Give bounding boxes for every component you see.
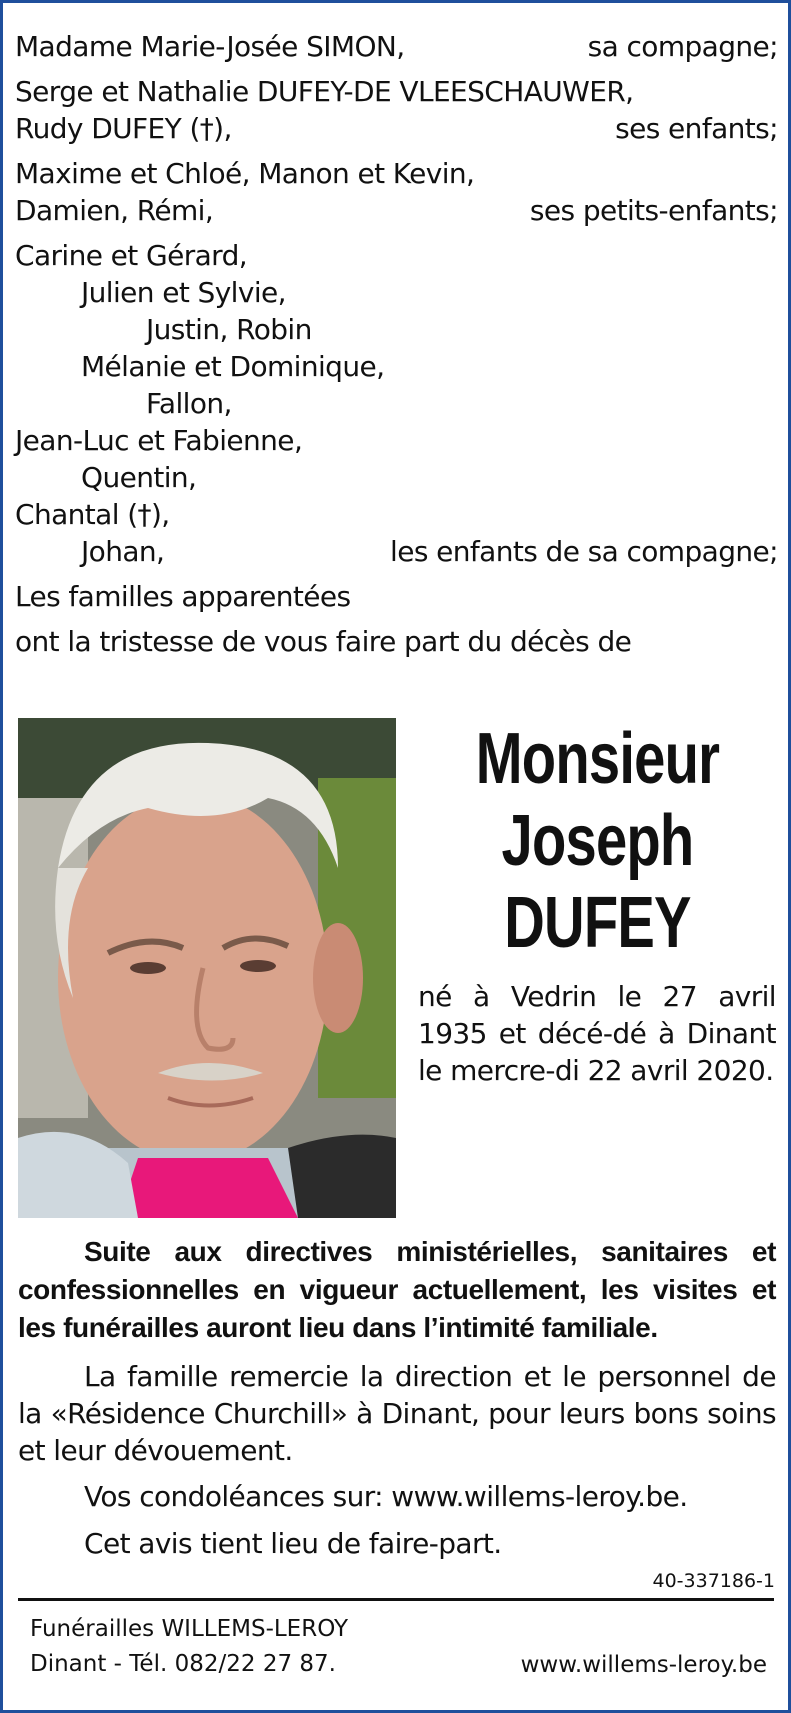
family-name: Madame Marie-Josée SIMON, <box>15 30 405 63</box>
family-relation: ses enfants; <box>615 112 778 145</box>
portrait-photo <box>18 718 396 1218</box>
family-line: Mélanie et Dominique, <box>81 350 385 383</box>
family-line <box>15 533 778 570</box>
family-line <box>15 192 778 229</box>
family-line <box>15 110 778 147</box>
footer-company: Funérailles WILLEMS-LEROY <box>30 1616 349 1642</box>
deceased-last-name: DUFEY <box>504 883 691 963</box>
footer-divider <box>18 1598 774 1601</box>
family-line: Chantal (†), <box>15 498 170 531</box>
family-line: Fallon, <box>146 387 232 420</box>
family-relation: les enfants de sa compagne; <box>390 535 778 568</box>
footer-website[interactable]: www.willems-leroy.be <box>520 1652 767 1678</box>
footer-phone: Dinant - Tél. 082/22 27 87. <box>30 1651 336 1677</box>
deceased-title: Monsieur <box>475 719 720 799</box>
avis-line: Cet avis tient lieu de faire-part. <box>84 1527 502 1560</box>
family-list <box>15 28 778 660</box>
family-name: Johan, <box>81 535 165 568</box>
family-line: Jean-Luc et Fabienne, <box>15 424 303 457</box>
announcement-line: ont la tristesse de vous faire part du décès de <box>15 625 632 658</box>
family-line <box>15 28 778 65</box>
family-line: Les familles apparentées <box>15 580 351 613</box>
family-line: Carine et Gérard, <box>15 239 248 272</box>
family-line: Justin, Robin <box>146 313 312 346</box>
birth-death-info: né à Vedrin le 27 avril 1935 et décé-dé à Dinant le mercre-di 22 avril 2020. <box>418 980 776 1087</box>
family-line: Quentin, <box>81 461 197 494</box>
family-line: Serge et Nathalie DUFEY-DE VLEESCHAUWER, <box>15 75 634 108</box>
family-relation: sa compagne; <box>587 30 778 63</box>
footer-company-info <box>30 1612 348 1682</box>
deceased-first-name: Joseph <box>501 801 694 881</box>
reference-number: 40-337186-1 <box>652 1570 775 1592</box>
condolences-line: Vos condoléances sur: www.willems-leroy.be. <box>84 1480 688 1513</box>
family-name: Damien, Rémi, <box>15 194 214 227</box>
portrait-image <box>18 718 396 1218</box>
funeral-notice: Suite aux directives ministérielles, sanitaires et confessionnelles en vigueur actuellement, les visites et les funérailles auront lieu dans l’intimité familiale. <box>18 1236 776 1343</box>
thanks-paragraph: La famille remercie la direction et le personnel de la «Résidence Churchill» à Dinant, pour leurs bons soins et leur dévouement. <box>18 1360 776 1467</box>
family-line: Maxime et Chloé, Manon et Kevin, <box>15 157 475 190</box>
family-line: Julien et Sylvie, <box>81 276 286 309</box>
family-relation: ses petits-enfants; <box>529 194 778 227</box>
family-name: Rudy DUFEY (†), <box>15 112 232 145</box>
deceased-name <box>459 718 736 964</box>
